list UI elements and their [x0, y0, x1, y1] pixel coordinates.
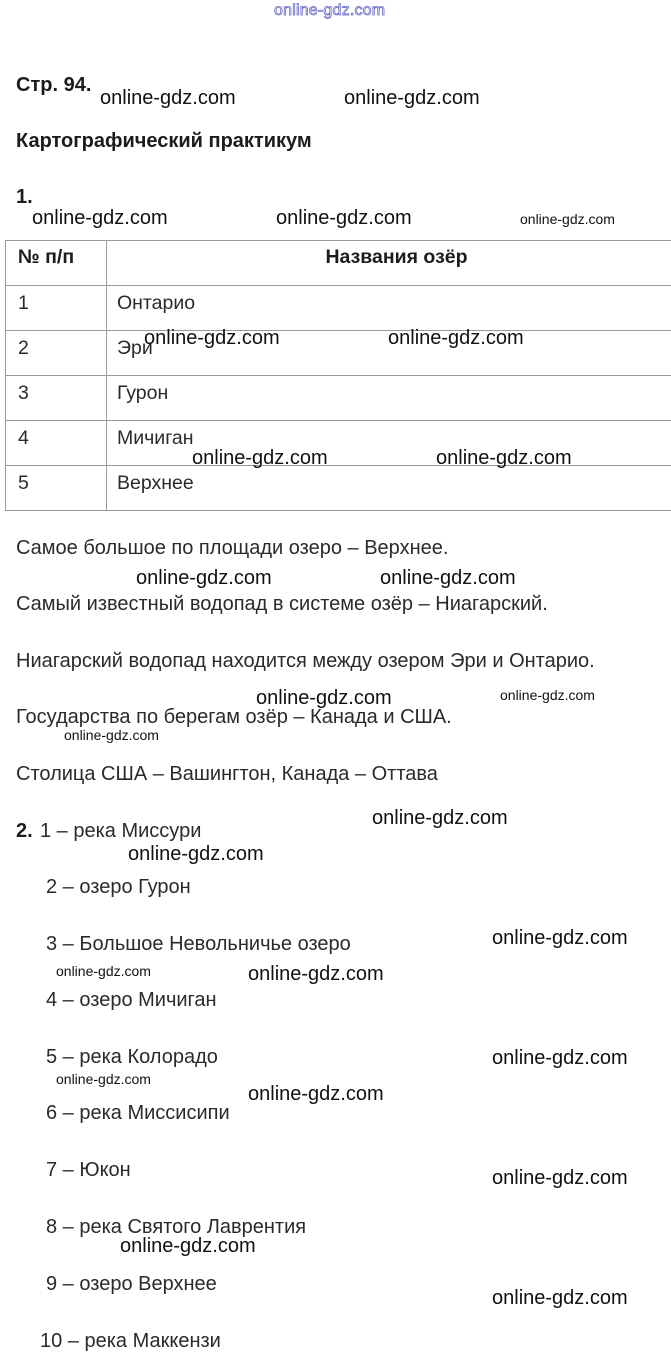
- watermark: online-gdz.com: [248, 963, 384, 985]
- lake-name: Верхнее: [107, 466, 671, 511]
- watermark: online-gdz.com: [192, 447, 328, 469]
- list-item: 9 – озеро Верхнее: [46, 1273, 217, 1295]
- table-row: [6, 286, 671, 331]
- column-header-number: № п/п: [6, 241, 107, 286]
- watermark: online-gdz.com: [492, 1047, 628, 1069]
- list-item: 6 – река Миссисипи: [46, 1102, 230, 1124]
- answer-sentence-waterfall-location: Ниагарский водопад находится между озером Эри и Онтарио.: [16, 650, 595, 672]
- watermark: online-gdz.com: [120, 1235, 256, 1257]
- answer-sentence-capitals: Столица США – Вашингтон, Канада – Оттава: [16, 763, 438, 785]
- list-item: 5 – река Колорадо: [46, 1046, 218, 1068]
- watermark: online-gdz.com: [372, 807, 508, 829]
- lake-name: Эри: [107, 331, 671, 376]
- watermark: online-gdz.com: [136, 567, 272, 589]
- watermark: online-gdz.com: [492, 927, 628, 949]
- answer-sentence-waterfall: Самый известный водопад в системе озёр – Ниагарский.: [16, 593, 548, 615]
- section-title: Картографический практикум: [16, 130, 312, 152]
- watermark-small: online-gdz.com: [56, 963, 151, 979]
- answer-sentence-largest-lake: Самое большое по площади озеро – Верхнее.: [16, 537, 449, 559]
- page-reference: Стр. 94.: [16, 74, 92, 96]
- table-row: [6, 466, 671, 511]
- watermark: online-gdz.com: [100, 87, 236, 109]
- watermark: online-gdz.com: [276, 207, 412, 229]
- top-watermark: online-gdz.com: [274, 2, 386, 19]
- list-item: 7 – Юкон: [46, 1159, 131, 1181]
- list-item: 4 – озеро Мичиган: [46, 989, 217, 1011]
- column-header-lake-names: Названия озёр: [107, 241, 671, 286]
- watermark: online-gdz.com: [344, 87, 480, 109]
- row-number: 2: [6, 331, 107, 376]
- watermark: online-gdz.com: [128, 843, 264, 865]
- watermark-small: online-gdz.com: [64, 727, 159, 743]
- watermark: online-gdz.com: [492, 1167, 628, 1189]
- row-number: 5: [6, 466, 107, 511]
- table-row: [6, 376, 671, 421]
- watermark: online-gdz.com: [436, 447, 572, 469]
- table-row: [6, 331, 671, 376]
- list-item: 3 – Большое Невольничье озеро: [46, 933, 351, 955]
- lakes-table: [5, 240, 671, 511]
- row-number: 4: [6, 421, 107, 466]
- watermark-small: online-gdz.com: [56, 1071, 151, 1087]
- list-item: 1 – река Миссури: [40, 820, 202, 842]
- list-item: 8 – река Святого Лаврентия: [46, 1216, 307, 1238]
- lake-name: Гурон: [107, 376, 671, 421]
- watermark: online-gdz.com: [388, 327, 524, 349]
- watermark: online-gdz.com: [492, 1287, 628, 1309]
- watermark: online-gdz.com: [144, 327, 280, 349]
- answer-sentence-countries: Государства по берегам озёр – Канада и США.: [16, 706, 452, 728]
- watermark: online-gdz.com: [32, 207, 168, 229]
- task1-number: 1.: [16, 186, 33, 208]
- watermark-small: online-gdz.com: [520, 211, 615, 227]
- row-number: 1: [6, 286, 107, 331]
- lake-name: Мичиган: [107, 421, 671, 466]
- list-item: 10 – река Маккензи: [40, 1330, 221, 1352]
- watermark-small: online-gdz.com: [500, 687, 595, 703]
- task2-number: 2.: [16, 820, 33, 842]
- lake-name: Онтарио: [107, 286, 671, 331]
- list-item: 2 – озеро Гурон: [46, 876, 191, 898]
- row-number: 3: [6, 376, 107, 421]
- table-header-row: [6, 241, 671, 286]
- watermark: online-gdz.com: [380, 567, 516, 589]
- watermark: online-gdz.com: [248, 1083, 384, 1105]
- watermark: online-gdz.com: [256, 687, 392, 709]
